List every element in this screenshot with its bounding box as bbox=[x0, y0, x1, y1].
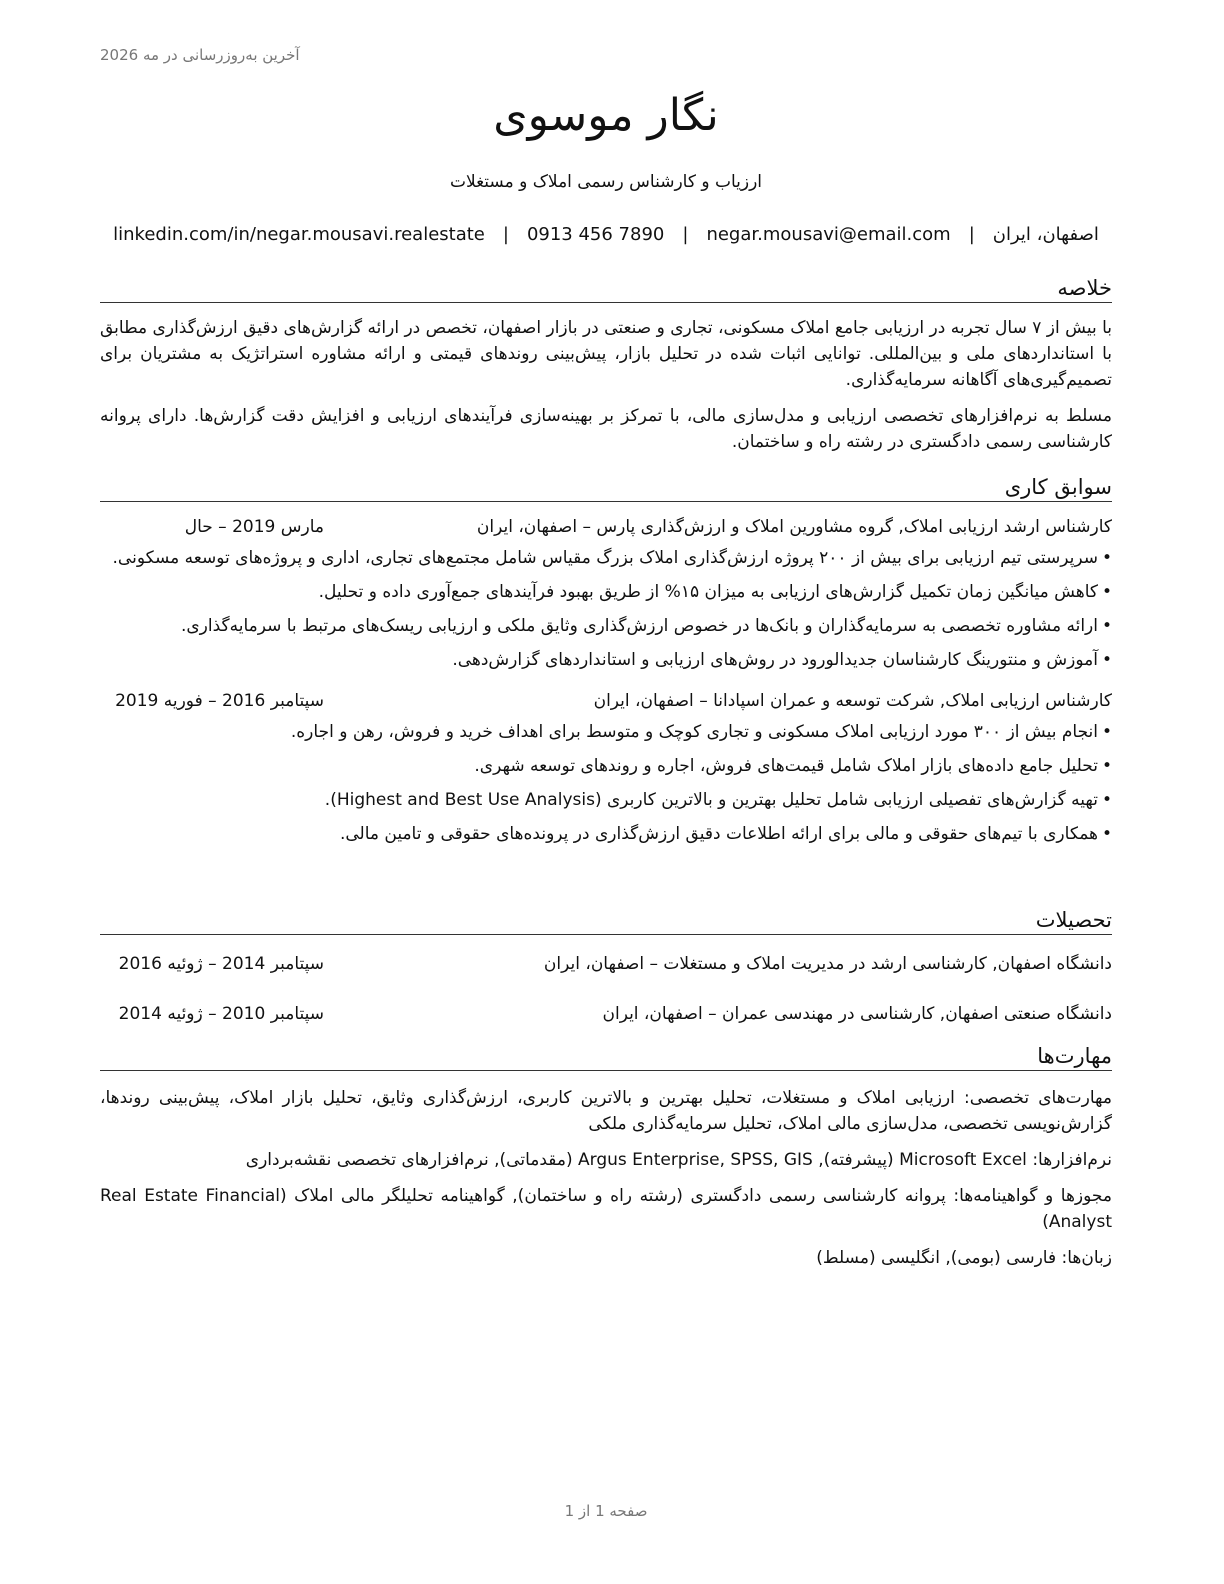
contact-separator: | bbox=[682, 224, 689, 245]
job-entry bbox=[100, 514, 1112, 672]
summary-paragraph: با بیش از ۷ سال تجربه در ارزیابی جامع املاک مسکونی، تجاری و صنعتی در بازار اصفهان، تخصص در ارائه گزارش‌های دقیق ارزش‌گذاری مطابق با استانداردهای ملی و بین‌المللی. توانایی اثبات شده در تحلیل بازار، پیش‌بینی روندهای قیمتی و ارائه مشاوره استراتژیک به مشتریان برای تصمیم‌گیری‌های آگاهانه سرمایه‌گذاری. bbox=[100, 318, 1113, 390]
job-dates: سپتامبر 2016 – فوریه 2019 bbox=[115, 691, 324, 711]
education-section bbox=[100, 908, 1112, 1027]
job-entry bbox=[100, 688, 1112, 846]
job-header bbox=[100, 514, 1112, 540]
skills-heading: مهارت‌ها bbox=[100, 1044, 1112, 1071]
list-item: • همکاری با تیم‌های حقوقی و مالی برای ارائه اطلاعات دقیق ارزش‌گذاری در پرونده‌های حقوقی و تامین مالی. bbox=[100, 822, 1112, 846]
skills-line: زبان‌ها: فارسی (بومی), انگلیسی (مسلط) bbox=[816, 1248, 1112, 1268]
list-item: • کاهش میانگین زمان تکمیل گزارش‌های ارزیابی به میزان ۱۵% از طریق بهبود فرآیندهای جمع‌آوری داده و تحلیل. bbox=[100, 580, 1112, 604]
list-item: • تحلیل جامع داده‌های بازار املاک شامل قیمت‌های فروش، اجاره و روندهای توسعه شهری. bbox=[100, 754, 1112, 778]
summary-paragraph: مسلط به نرم‌افزارهای تخصصی ارزیابی و مدل‌سازی مالی، با تمرکز بر بهینه‌سازی فرآیندهای ارزیابی و افزایش دقت گزارش‌ها. دارای پروانه کارشناسی رسمی دادگستری در رشته راه و ساختمان. bbox=[100, 406, 1112, 452]
contact-location: اصفهان، ایران bbox=[992, 224, 1099, 245]
contact-separator: | bbox=[968, 224, 975, 245]
last-updated: آخرین به‌روزرسانی در مه 2026 bbox=[100, 46, 300, 64]
job-role: کارشناس ارشد ارزیابی املاک, گروه مشاورین املاک و ارزش‌گذاری پارس – اصفهان، ایران bbox=[476, 517, 1112, 537]
job-bullets bbox=[100, 720, 1112, 846]
job-dates: مارس 2019 – حال bbox=[184, 517, 324, 537]
contact-phone[interactable]: 0913 456 7890 bbox=[526, 224, 665, 245]
resume-page bbox=[100, 0, 1112, 1584]
education-degree: دانشگاه صنعتی اصفهان, کارشناسی در مهندسی عمران – اصفهان، ایران bbox=[602, 1004, 1112, 1024]
skills-section bbox=[100, 1044, 1112, 1281]
education-entry bbox=[100, 1001, 1112, 1027]
experience-heading: سوابق کاری bbox=[100, 475, 1112, 502]
summary-heading: خلاصه bbox=[100, 276, 1112, 303]
list-item: • سرپرستی تیم ارزیابی برای بیش از ۲۰۰ پروژه ارزش‌گذاری املاک بزرگ مقیاس شامل مجتمع‌های تجاری، اداری و پروژه‌های توسعه مسکونی. bbox=[100, 546, 1112, 570]
list-item: • تهیه گزارش‌های تفصیلی ارزیابی شامل تحلیل بهترین و بالاترین کاربری (Highest and Best Use Analysis). bbox=[100, 788, 1112, 812]
job-header bbox=[100, 688, 1112, 714]
skills-line: مهارت‌های تخصصی: ارزیابی املاک و مستغلات، تحلیل بهترین و بالاترین کاربری، ارزش‌گذاری وثایق، تحلیل بازار املاک، پیش‌بینی روندها، گزارش‌نویسی تخصصی، مدل‌سازی مالی املاک، تحلیل سرمایه‌گذاری ملکی bbox=[100, 1088, 1112, 1134]
skills-line: نرم‌افزارها: Microsoft Excel (پیشرفته), Argus Enterprise, SPSS, GIS (مقدماتی), نرم‌افزارهای تخصصی نقشه‌برداری bbox=[245, 1150, 1112, 1170]
page-number: صفحه 1 از 1 bbox=[564, 1502, 648, 1520]
contact-separator: | bbox=[502, 224, 509, 245]
candidate-name: نگار موسوی bbox=[493, 90, 719, 141]
education-degree: دانشگاه اصفهان, کارشناسی ارشد در مدیریت املاک و مستغلات – اصفهان، ایران bbox=[543, 954, 1112, 974]
education-entry bbox=[100, 951, 1112, 977]
candidate-title: ارزیاب و کارشناس رسمی املاک و مستغلات bbox=[449, 172, 763, 192]
education-dates: سپتامبر 2010 – ژوئیه 2014 bbox=[118, 1004, 324, 1024]
contact-email[interactable]: negar.mousavi@email.com bbox=[706, 224, 951, 245]
skills-line: مجوزها و گواهینامه‌ها: پروانه کارشناسی رسمی دادگستری (رشته راه و ساختمان), گواهینامه تحلیلگر مالی املاک (Real Estate Financial Analyst) bbox=[100, 1186, 1112, 1232]
job-bullets bbox=[100, 546, 1112, 672]
contact-line bbox=[100, 224, 1112, 245]
summary-section bbox=[100, 276, 1112, 455]
list-item: • انجام بیش از ۳۰۰ مورد ارزیابی املاک مسکونی و تجاری کوچک و متوسط برای اهداف خرید و فروش، رهن و اجاره. bbox=[100, 720, 1112, 744]
job-role: کارشناس ارزیابی املاک, شرکت توسعه و عمران اسپادانا – اصفهان، ایران bbox=[593, 691, 1112, 711]
list-item: • ارائه مشاوره تخصصی به سرمایه‌گذاران و بانک‌ها در خصوص ارزش‌گذاری وثایق ملکی و ارزیابی ریسک‌های مرتبط با سرمایه‌گذاری. bbox=[100, 614, 1112, 638]
education-dates: سپتامبر 2014 – ژوئیه 2016 bbox=[118, 954, 324, 974]
education-heading: تحصیلات bbox=[100, 908, 1112, 935]
contact-linkedin[interactable]: linkedin.com/in/negar.mousavi.realestate bbox=[113, 224, 485, 245]
experience-section bbox=[100, 475, 1112, 856]
list-item: • آموزش و منتورینگ کارشناسان جدیدالورود در روش‌های ارزیابی و استانداردهای گزارش‌دهی. bbox=[100, 648, 1112, 672]
